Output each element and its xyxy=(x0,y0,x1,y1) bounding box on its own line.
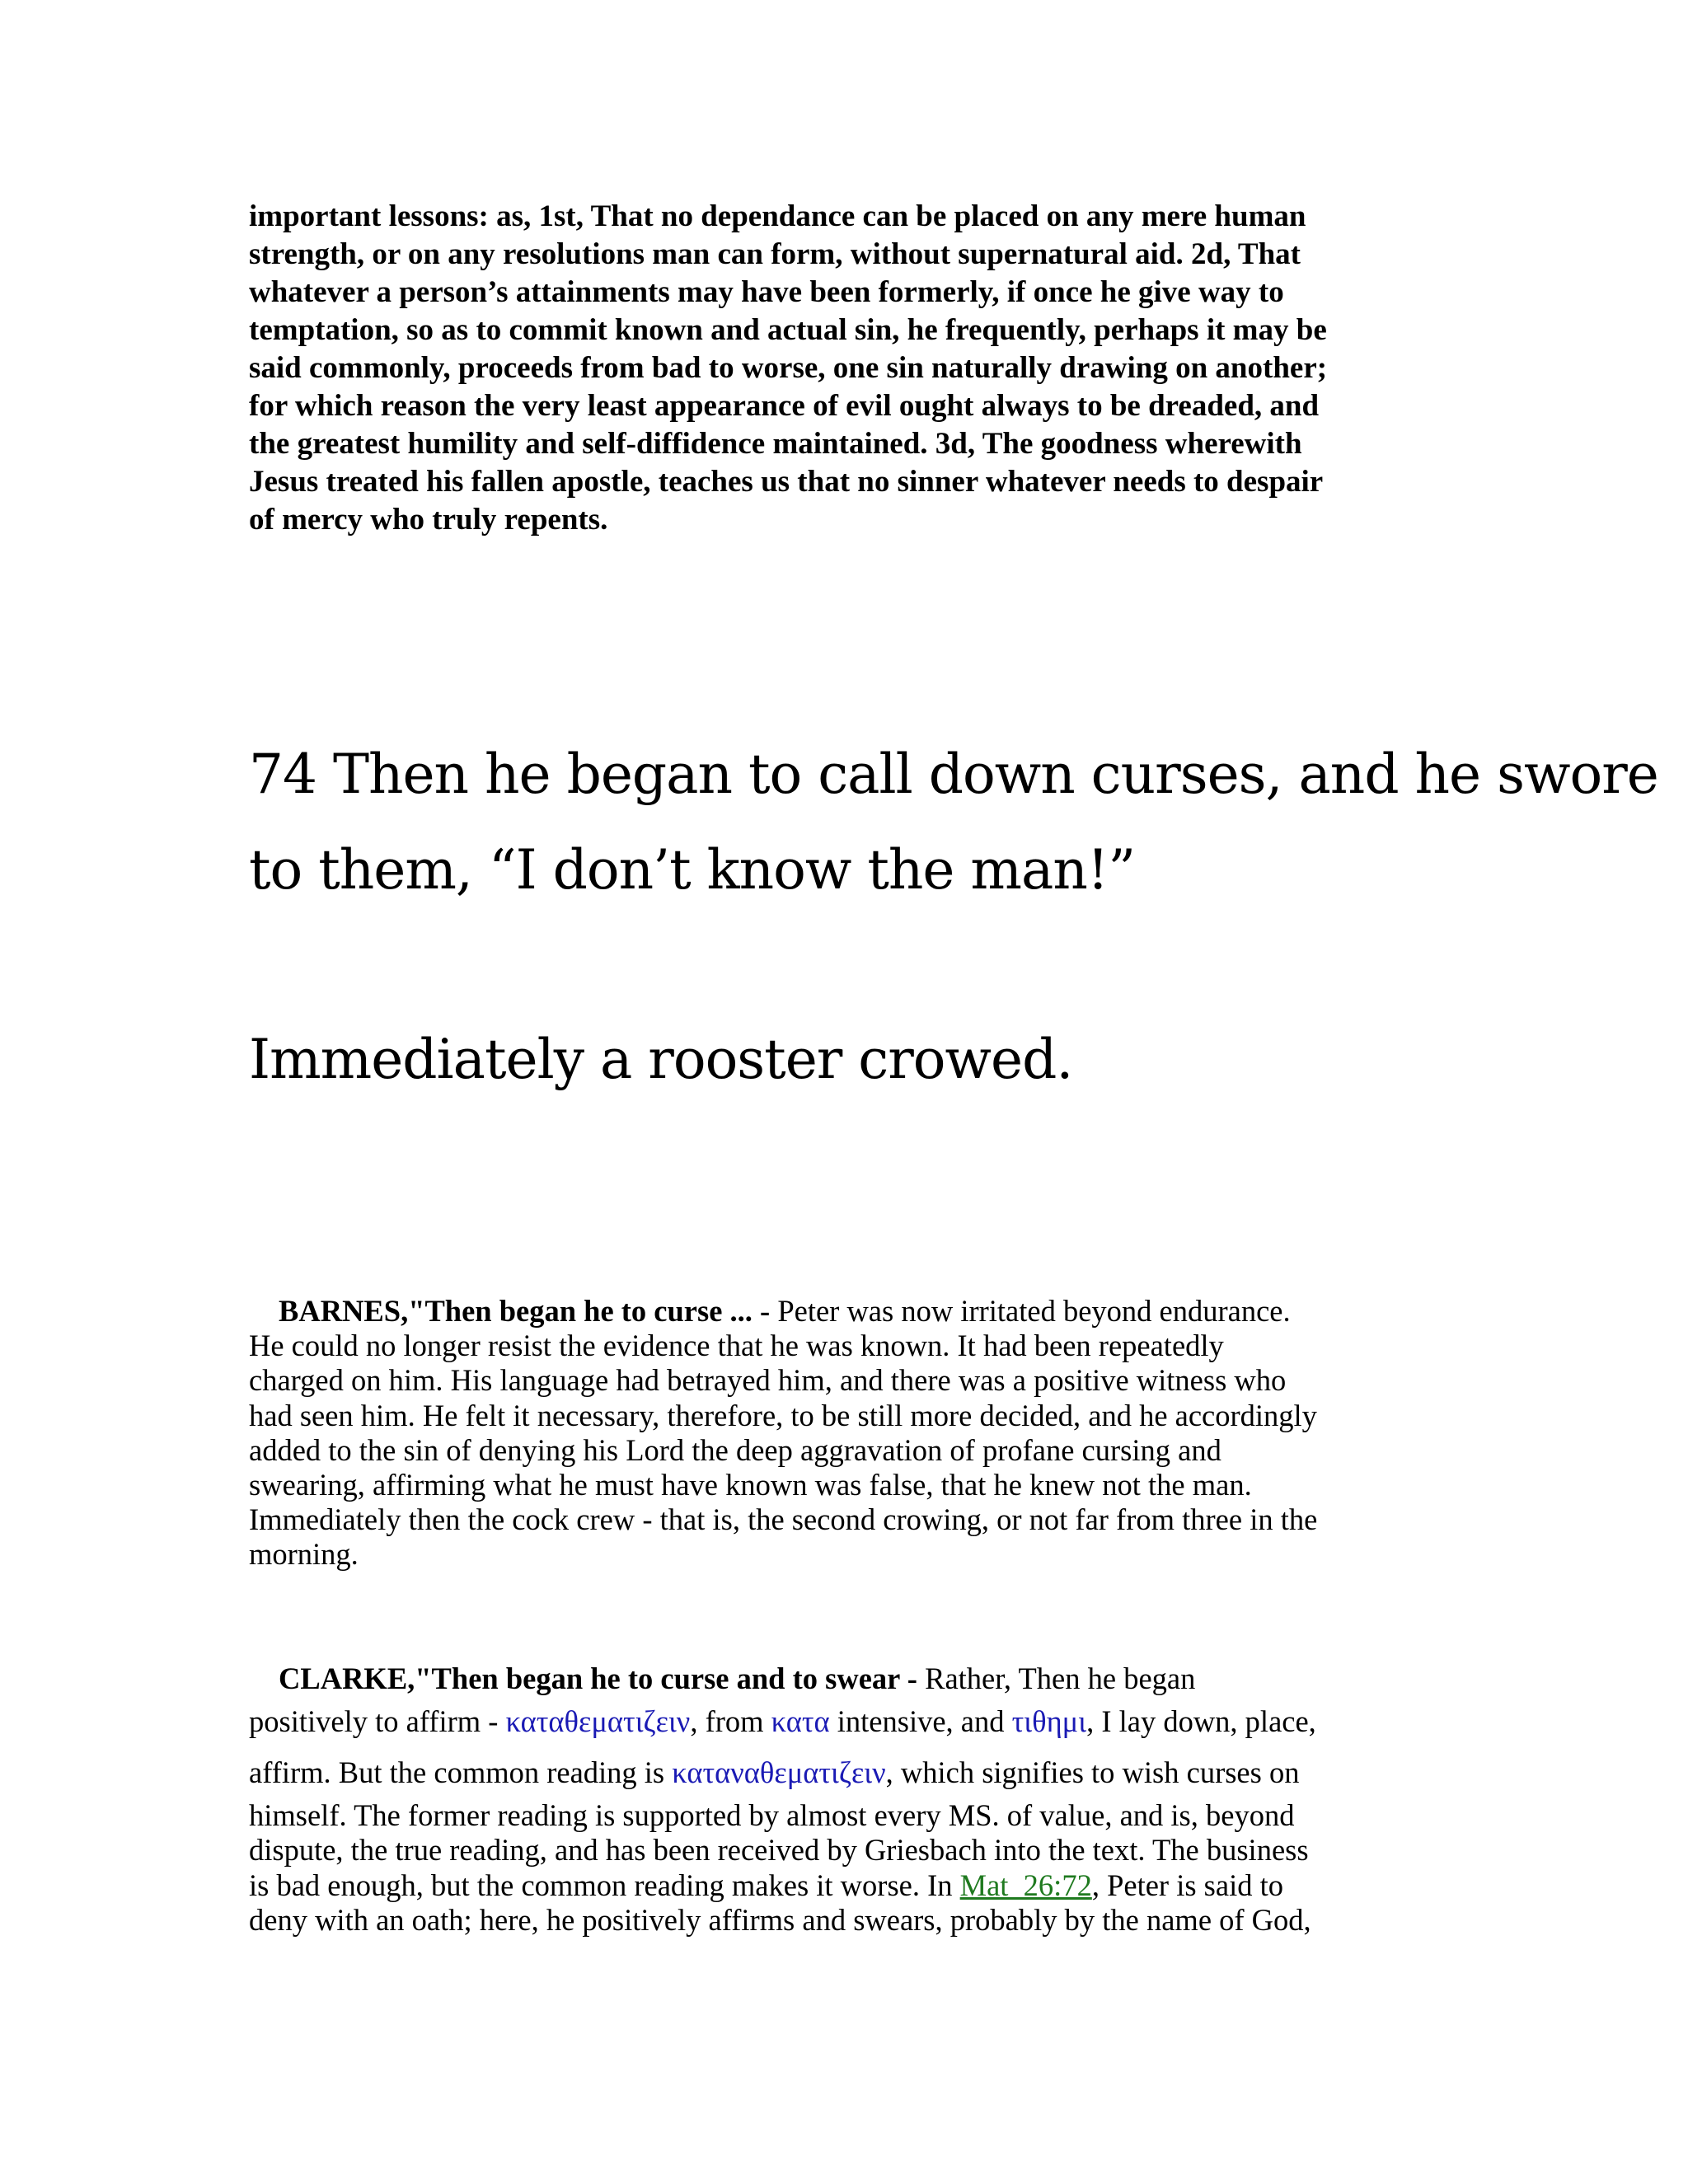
clarke-line-6 xyxy=(249,1868,1452,1903)
barnes-line: added to the sin of denying his Lord the deep aggravation of profane cursing and xyxy=(249,1432,1221,1467)
barnes-line: Immediately then the cock crew - that is, the second crowing, or not far from three in the xyxy=(249,1502,1318,1537)
intro-paragraph xyxy=(249,198,1469,539)
intro-line: of mercy who truly repents. xyxy=(249,503,608,537)
clarke-line: deny with an oath; here, he positively affirms and swears, probably by the name of God, xyxy=(249,1902,1311,1937)
clarke-text: , which signifies to wish curses on xyxy=(885,1755,1300,1790)
intro-line: temptation, so as to commit known and actual sin, he frequently, perhaps it may be xyxy=(249,313,1327,347)
intro-line: strength, or on any resolutions man can form, without supernatural aid. 2d, That xyxy=(249,237,1301,271)
intro-line: whatever a person’s attainments may have been formerly, if once he give way to xyxy=(249,275,1284,309)
barnes-lead: BARNES,"Then began he to curse ... - xyxy=(279,1294,771,1328)
clarke-commentary xyxy=(249,1661,1452,1938)
intro-line: said commonly, proceeds from bad to worse, one sin naturally drawing on another; xyxy=(249,351,1328,385)
greek-word: καταθεματιζειν xyxy=(505,1704,691,1739)
clarke-text: intensive, and xyxy=(829,1704,1012,1739)
barnes-commentary xyxy=(249,1294,1452,1572)
clarke-first-line-text: Rather, Then he began xyxy=(917,1661,1196,1695)
verse-line-2: to them, “I don’t know the man!” xyxy=(249,838,1136,902)
verse-line-1: 74 Then he began to call down curses, and he swore xyxy=(249,743,1658,806)
greek-word: καταναθεματιζειν xyxy=(672,1755,886,1790)
barnes-line: He could no longer resist the evidence that he was known. It had been repeatedly xyxy=(249,1329,1224,1363)
clarke-text: , from xyxy=(690,1704,771,1739)
barnes-line: had seen him. He felt it necessary, therefore, to be still more decided, and he accordingly xyxy=(249,1398,1317,1432)
verse-74-rooster xyxy=(249,1012,1072,1108)
barnes-line: swearing, affirming what he must have known was false, that he knew not the man. xyxy=(249,1468,1252,1502)
clarke-text: , I lay down, place, xyxy=(1086,1704,1316,1739)
verse-74 xyxy=(249,727,1658,918)
intro-line: for which reason the very least appearance of evil ought always to be dreaded, and xyxy=(249,389,1320,423)
clarke-line: himself. The former reading is supported by almost every MS. of value, and is, beyond xyxy=(249,1798,1295,1833)
clarke-text: affirm. But the common reading is xyxy=(249,1755,673,1790)
greek-word: κατα xyxy=(771,1704,830,1739)
barnes-first-line-text: Peter was now irritated beyond endurance. xyxy=(770,1294,1291,1328)
barnes-line: morning. xyxy=(249,1537,359,1572)
clarke-text: positively to affirm - xyxy=(249,1704,506,1739)
clarke-first-line xyxy=(249,1661,1452,1696)
intro-line: important lessons: as, 1st, That no dependance can be placed on any mere human xyxy=(249,199,1306,233)
barnes-line: charged on him. His language had betrayed him, and there was a positive witness who xyxy=(249,1363,1287,1398)
greek-word: τιθημι xyxy=(1011,1704,1087,1739)
clarke-lead: CLARKE,"Then began he to curse and to swear - xyxy=(279,1661,917,1695)
intro-line: the greatest humility and self-diffidence maintained. 3d, The goodness wherewith xyxy=(249,427,1302,461)
scripture-reference-link[interactable]: Mat_26:72 xyxy=(959,1868,1092,1902)
verse-line-3: Immediately a rooster crowed. xyxy=(249,1028,1073,1091)
clarke-text: , Peter is said to xyxy=(1091,1868,1283,1902)
intro-line: Jesus treated his fallen apostle, teaches us that no sinner whatever needs to despair xyxy=(249,465,1324,499)
clarke-line-2 xyxy=(249,1696,1452,1747)
clarke-line: dispute, the true reading, and has been received by Griesbach into the text. The business xyxy=(249,1833,1309,1868)
clarke-text: is bad enough, but the common reading makes it worse. In xyxy=(249,1868,960,1902)
barnes-first-line xyxy=(249,1294,1452,1329)
clarke-line-3 xyxy=(249,1747,1452,1798)
